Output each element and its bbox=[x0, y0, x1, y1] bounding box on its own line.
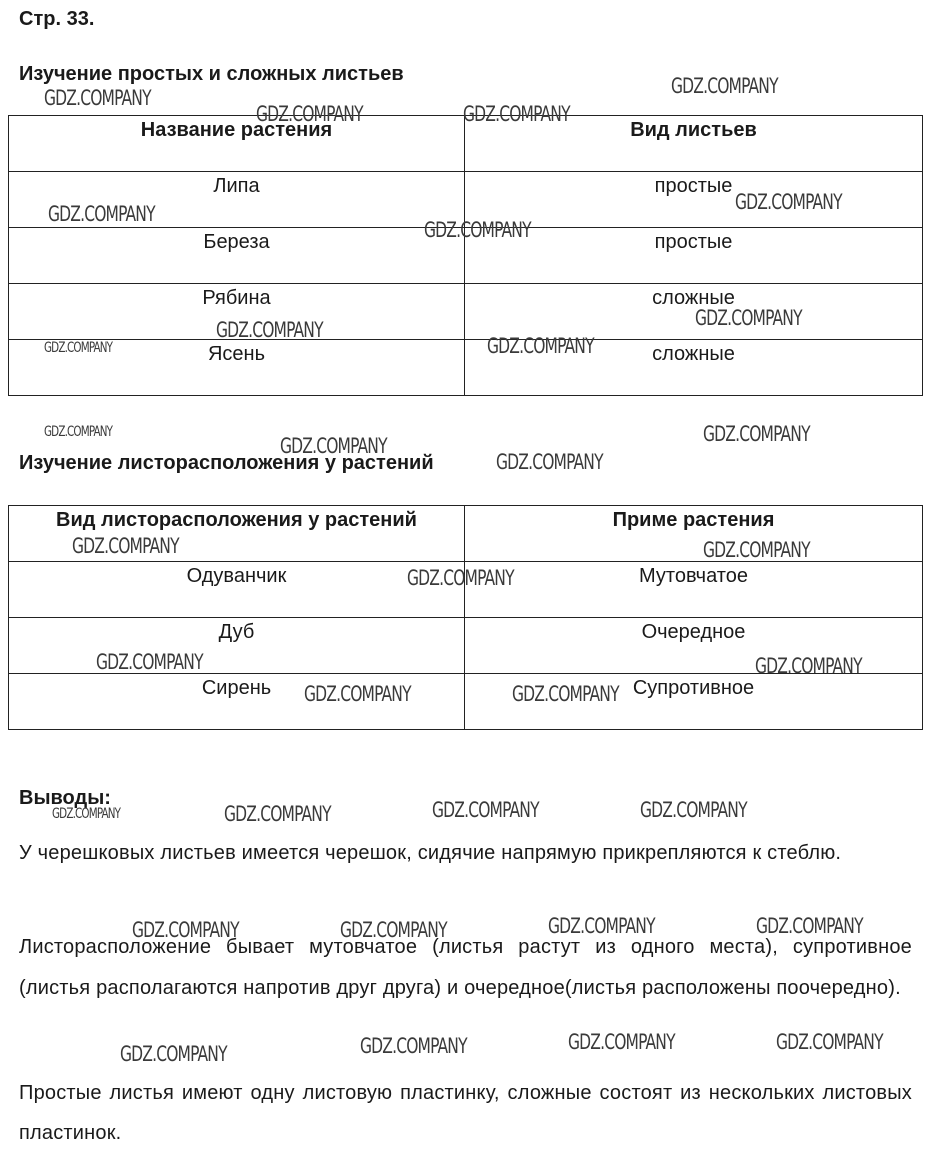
watermark: GDZ.COMPANY bbox=[44, 424, 113, 440]
watermark: GDZ.COMPANY bbox=[671, 74, 778, 98]
watermark: GDZ.COMPANY bbox=[695, 306, 802, 330]
conclusion-paragraph: У черешковых листьев имеется черешок, сидячие напрямую прикрепляются к стеблю. bbox=[19, 842, 842, 864]
watermark: GDZ.COMPANY bbox=[132, 918, 239, 942]
watermark: GDZ.COMPANY bbox=[487, 334, 594, 358]
watermark: GDZ.COMPANY bbox=[120, 1042, 227, 1066]
watermark: GDZ.COMPANY bbox=[432, 798, 539, 822]
page-number: Стр. 33. bbox=[19, 8, 95, 30]
watermark: GDZ.COMPANY bbox=[735, 190, 842, 214]
table-cell: простые bbox=[465, 228, 923, 284]
table-cell: Береза bbox=[9, 228, 465, 284]
watermark: GDZ.COMPANY bbox=[48, 202, 155, 226]
table-cell: Липа bbox=[9, 172, 465, 228]
watermark: GDZ.COMPANY bbox=[424, 218, 531, 242]
watermark: GDZ.COMPANY bbox=[224, 802, 331, 826]
table1-title: Изучение простых и сложных листьев bbox=[19, 63, 404, 85]
leaves-type-table bbox=[8, 115, 923, 396]
column-header-example: Приме растения bbox=[465, 506, 923, 562]
watermark: GDZ.COMPANY bbox=[340, 918, 447, 942]
column-header-plant-name: Название растения bbox=[9, 116, 465, 172]
watermark: GDZ.COMPANY bbox=[360, 1034, 467, 1058]
table-cell: Рябина bbox=[9, 284, 465, 340]
table-cell: Очередное bbox=[465, 618, 923, 674]
table-row bbox=[9, 674, 923, 730]
conclusions-title: Выводы: bbox=[19, 787, 111, 809]
watermark: GDZ.COMPANY bbox=[755, 654, 862, 678]
watermark: GDZ.COMPANY bbox=[304, 682, 411, 706]
watermark: GDZ.COMPANY bbox=[463, 102, 570, 126]
table-cell: сложные bbox=[465, 284, 923, 340]
conclusion-paragraph: Простые листья имеют одну листовую пластинку, сложные состоят из нескольких листовых пластинок. bbox=[19, 1082, 912, 1144]
watermark: GDZ.COMPANY bbox=[44, 86, 151, 110]
watermark: GDZ.COMPANY bbox=[72, 534, 179, 558]
table-cell: Супротивное bbox=[465, 674, 923, 730]
watermark: GDZ.COMPANY bbox=[776, 1030, 883, 1054]
table-cell: сложные bbox=[465, 340, 923, 396]
table-cell: Одуванчик bbox=[9, 562, 465, 618]
watermark: GDZ.COMPANY bbox=[496, 450, 603, 474]
column-header-arrangement: Вид листорасположения у растений bbox=[9, 506, 465, 562]
watermark: GDZ.COMPANY bbox=[568, 1030, 675, 1054]
watermark: GDZ.COMPANY bbox=[216, 318, 323, 342]
watermark: GDZ.COMPANY bbox=[407, 566, 514, 590]
table-cell: Мутовчатое bbox=[465, 562, 923, 618]
column-header-leaf-type: Вид листьев bbox=[465, 116, 923, 172]
table-cell: Дуб bbox=[9, 618, 465, 674]
conclusion-paragraph: Листорасположение бывает мутовчатое (листья растут из одного места), супротивное (листья располагаются напротив друг друга) и очередное(листья расположены поочередно). bbox=[19, 936, 912, 999]
watermark: GDZ.COMPANY bbox=[280, 434, 387, 458]
table-cell: Ясень bbox=[9, 340, 465, 396]
watermark: GDZ.COMPANY bbox=[512, 682, 619, 706]
table-cell: Сирень bbox=[9, 674, 465, 730]
watermark: GDZ.COMPANY bbox=[703, 422, 810, 446]
watermark: GDZ.COMPANY bbox=[52, 806, 121, 822]
watermark: GDZ.COMPANY bbox=[640, 798, 747, 822]
table-cell: простые bbox=[465, 172, 923, 228]
watermark: GDZ.COMPANY bbox=[548, 914, 655, 938]
watermark: GDZ.COMPANY bbox=[96, 650, 203, 674]
table2-title: Изучение листорасположения у растений bbox=[19, 452, 434, 474]
watermark: GDZ.COMPANY bbox=[703, 538, 810, 562]
watermark: GDZ.COMPANY bbox=[44, 340, 113, 356]
table-row bbox=[9, 340, 923, 396]
watermark: GDZ.COMPANY bbox=[256, 102, 363, 126]
watermark: GDZ.COMPANY bbox=[756, 914, 863, 938]
